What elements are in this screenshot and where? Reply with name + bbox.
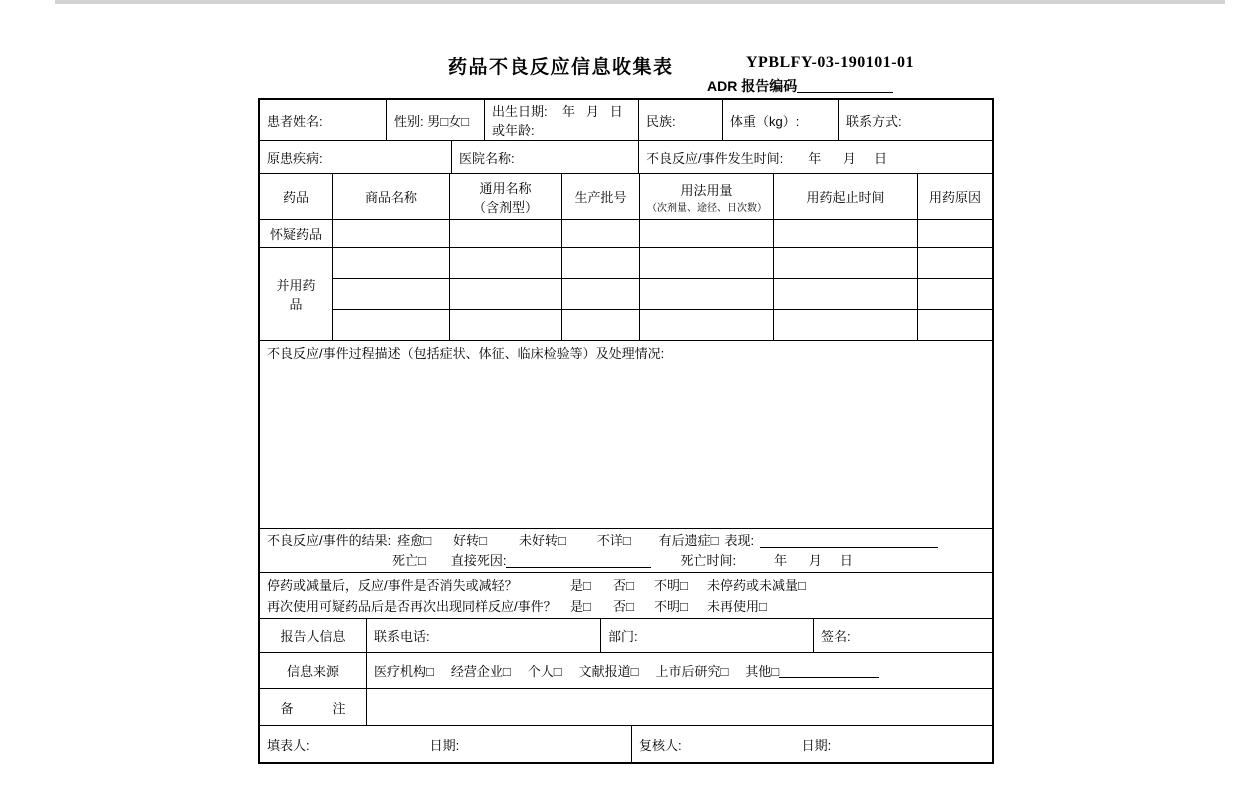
history-row (260, 141, 992, 174)
suspect-drug-label: 怀疑药品 (260, 220, 333, 247)
dechallenge-option-unknown: 不明□ (654, 577, 688, 593)
drug-table-header-row (260, 174, 992, 220)
gender-cell: 性别: 男□女□ (387, 100, 485, 140)
form-filler-label: 填表人: (267, 737, 310, 753)
fill-date-label: 日期: (429, 737, 460, 753)
source-option-literature-report: 文献报道□ (578, 664, 639, 679)
empty-cell (562, 310, 640, 340)
col-trade-name: 商品名称 (333, 174, 450, 219)
empty-cell (450, 310, 562, 340)
contact-cell: 联系方式: (846, 113, 902, 129)
col-medication-reason: 用药原因 (928, 190, 981, 205)
window-top-edge (55, 0, 1225, 4)
dechallenge-question: 停药或减量后，反应/事件是否消失或减轻？ (267, 577, 518, 593)
outcome-label: 不良反应/事件的结果: (267, 532, 392, 548)
dechallenge-question-line (267, 575, 985, 596)
remarks-row (260, 689, 992, 726)
sequelae-signs-label: 表现: (724, 532, 755, 548)
death-time-label: 死亡时间: (680, 552, 737, 568)
dechallenge-option-no: 否□ (613, 577, 634, 593)
empty-cell (562, 248, 640, 278)
empty-cell (450, 279, 562, 309)
empty-cell (774, 279, 918, 309)
empty-cell (918, 248, 992, 278)
empty-cell (333, 220, 450, 247)
empty-cell (640, 248, 774, 278)
empty-cell (333, 310, 450, 340)
remarks-content-cell (367, 689, 992, 725)
concomitant-drug-grid (333, 248, 992, 340)
source-option-business-enterprise: 经营企业□ (450, 664, 511, 679)
source-option-medical-institution: 医疗机构□ (374, 664, 434, 679)
empty-cell (562, 279, 640, 309)
concomitant-row-2 (333, 279, 992, 310)
patient-row (260, 100, 992, 141)
death-time-date: 年 月 日 (774, 552, 853, 568)
rechallenge-option-unknown: 不明□ (654, 598, 688, 614)
info-source-label: 信息来源 (260, 653, 367, 688)
adr-form-table (258, 98, 994, 764)
form-filler-cell (260, 726, 632, 762)
outcome-option-cured: 痊愈□ (397, 532, 432, 548)
reporter-phone-cell: 联系电话: (367, 619, 601, 652)
patient-name-cell: 患者姓名: (260, 100, 387, 140)
birth-date-cell (485, 100, 639, 140)
remarks-label: 备 注 (260, 689, 367, 725)
outcome-option-death: 死亡□ (392, 552, 426, 568)
empty-cell (918, 220, 992, 247)
reviewer-label: 复核人: (639, 737, 682, 753)
event-time-date: 年 月 日 (808, 150, 887, 166)
rechallenge-row (260, 573, 992, 619)
rechallenge-option-yes: 是□ (570, 598, 591, 614)
signature-row (260, 726, 992, 762)
outcome-option-sequelae: 有后遗症□ (658, 532, 719, 548)
reporter-department-cell: 部门: (601, 619, 814, 652)
empty-cell (640, 279, 774, 309)
col-generic-name: 通用名称 （含剂型） (450, 174, 562, 219)
empty-cell (918, 279, 992, 309)
reporter-info-row (260, 619, 992, 653)
sequelae-signs-blank-line (760, 534, 938, 548)
rechallenge-cell (260, 573, 992, 618)
age-label: 或年龄: (492, 123, 535, 138)
info-source-options-cell (367, 653, 992, 688)
event-time-cell (639, 141, 992, 173)
empty-cell (774, 220, 918, 247)
form-title: 药品不良反应信息收集表 (448, 57, 674, 78)
concomitant-row-3 (333, 310, 992, 340)
adr-code-label: ADR 报告编码 (707, 78, 798, 94)
weight-cell: 体重（kg）: (723, 100, 839, 140)
empty-cell (333, 248, 450, 278)
empty-cell (774, 310, 918, 340)
form-code: YPBLFY-03-190101-01 (746, 54, 915, 71)
death-cause-label: 直接死因: (450, 552, 507, 568)
event-description-cell: 不良反应/事件过程描述（包括症状、体征、临床检验等）及处理情况: (267, 346, 665, 361)
hospital-name-cell: 医院名称: (452, 141, 639, 173)
rechallenge-option-no: 否□ (613, 598, 634, 614)
rechallenge-option-not-reused: 未再使用□ (707, 598, 767, 614)
outcome-option-not-improved: 未好转□ (518, 532, 566, 548)
col-drug: 药品 (260, 174, 333, 219)
birth-date-label: 出生日期: 年 月 日 (492, 104, 623, 119)
empty-cell (918, 310, 992, 340)
rechallenge-question-line (267, 596, 985, 617)
review-date-label: 日期: (801, 737, 832, 753)
col-batch-number: 生产批号 (562, 174, 640, 219)
outcome-line-1 (267, 531, 985, 551)
suspect-drug-row (260, 220, 992, 248)
empty-cell (640, 310, 774, 340)
concomitant-drug-rows (260, 248, 992, 341)
dechallenge-option-not-stopped: 未停药或未减量□ (707, 577, 806, 593)
source-option-post-marketing-study: 上市后研究□ (655, 664, 729, 679)
original-disease-cell: 原患疾病: (260, 141, 452, 173)
dechallenge-option-yes: 是□ (570, 577, 591, 593)
empty-cell (450, 220, 562, 247)
adr-code-line (707, 76, 893, 96)
reporter-signature-cell: 签名: (821, 629, 851, 644)
empty-cell (450, 248, 562, 278)
source-option-other: 其他□ (745, 664, 780, 679)
event-description-row (260, 341, 992, 529)
source-option-individual: 个人□ (527, 664, 562, 679)
concomitant-drug-label: 并用药 品 (260, 248, 333, 340)
source-other-blank-line (779, 664, 879, 678)
concomitant-row-1 (333, 248, 992, 279)
outcome-option-unknown: 不详□ (596, 532, 631, 548)
empty-cell (562, 220, 640, 247)
info-source-row (260, 653, 992, 689)
empty-cell (774, 248, 918, 278)
empty-cell (640, 220, 774, 247)
empty-cell (333, 279, 450, 309)
death-cause-blank-line (506, 554, 651, 568)
col-usage-dosage: 用法用量 （次剂量、途径、日次数） (640, 174, 774, 219)
reporter-info-label: 报告人信息 (260, 619, 367, 652)
reviewer-cell (632, 726, 992, 762)
outcome-option-improved: 好转□ (453, 532, 487, 548)
outcome-cell (260, 529, 992, 572)
rechallenge-question: 再次使用可疑药品后是否再次出现同样反应/事件？ (267, 598, 557, 614)
event-time-label: 不良反应/事件发生时间: (646, 150, 784, 166)
col-medication-period: 用药起止时间 (774, 174, 918, 219)
outcome-row (260, 529, 992, 573)
adr-code-blank-line (797, 79, 893, 93)
outcome-line-2 (267, 551, 985, 571)
ethnicity-cell: 民族: (639, 100, 723, 140)
